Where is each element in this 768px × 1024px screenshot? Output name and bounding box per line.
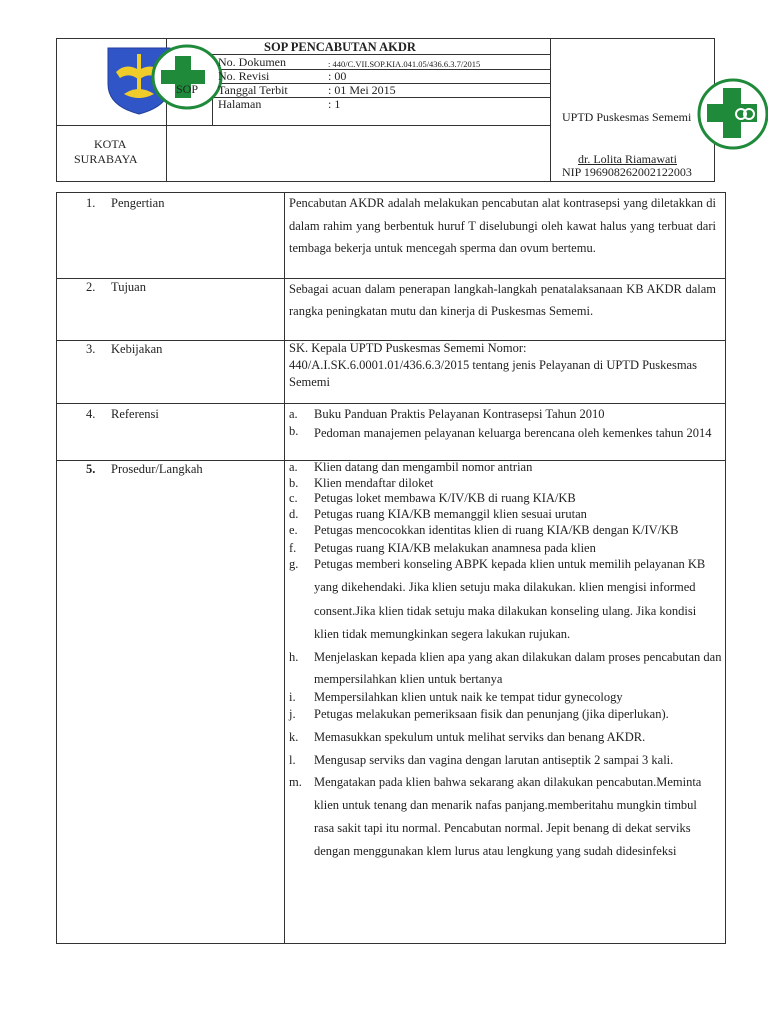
list-item: e. Petugas mencocokkan identitas klien di ruang KIA/KB dengan K/IV/KB xyxy=(289,523,679,537)
city-line-2: SURABAYA xyxy=(74,152,138,166)
section-5-title: Prosedur/Langkah xyxy=(111,462,203,476)
list-item: d. Petugas ruang KIA/KB memanggil klien sesuai urutan xyxy=(289,506,587,521)
section-2-title: Tujuan xyxy=(111,280,146,294)
list-item: k. Memasukkan spekulum untuk melihat serviks dan benang AKDR. xyxy=(289,730,646,744)
city-line-1: KOTA xyxy=(94,137,127,151)
section-1-title: Pengertian xyxy=(111,196,165,210)
field-label-halaman: Halaman xyxy=(218,97,262,111)
list-item: b. Pedoman manajemen pelayanan keluarga berencana oleh kemenkes tahun 2014 xyxy=(289,424,712,440)
list-item: h. Menjelaskan kepada klien apa yang akan dilakukan dalam proses pencabutan dan mempersilahkan klien untuk bertanya xyxy=(289,649,722,686)
page-title: SOP PENCABUTAN AKDR xyxy=(264,40,416,54)
unit-name: UPTD Puskesmas Sememi xyxy=(562,110,692,124)
section-4-title: Referensi xyxy=(111,407,159,421)
section-5-list xyxy=(289,460,722,863)
list-item: b. Klien mendaftar diloket xyxy=(289,475,434,490)
field-label-no-dokumen: No. Dokumen xyxy=(218,55,286,69)
section-4-list xyxy=(289,406,716,444)
field-value-tanggal-terbit: : 01 Mei 2015 xyxy=(328,83,396,97)
list-item: a. Klien datang dan mengambil nomor antrian xyxy=(289,460,533,474)
field-label-tanggal-terbit: Tanggal Terbit xyxy=(218,83,288,97)
list-item: j. Petugas melakukan pemeriksaan fisik dan penunjang (jika diperlukan). xyxy=(289,707,669,721)
field-label-no-revisi: No. Revisi xyxy=(218,69,270,83)
list-item: g. Petugas memberi konseling ABPK kepada klien untuk memilih pelayanan KB yang dikehendaki. Jika klien setuju maka dilakukan. klien mengisi informed consent.Jika klien tidak setuju maka dilakukan konseling ulang. Jika kondisi klien tidak memungkinkan segera lakukan rujukan. xyxy=(289,556,706,641)
field-value-no-dokumen: : 440/C.VII.SOP.KIA.041.05/436.6.3.7/2015 xyxy=(328,59,481,69)
section-1-text: Pencabutan AKDR adalah melakukan pencabutan alat kontrasepsi yang diletakkan di dalam rahim yang berbentuk huruf T diselubungi oleh kawat halus yang terbuat dari tembaga bekerja untuk mencegah sperma dan ovum bertemu. xyxy=(289,196,716,255)
sop-label: SOP xyxy=(176,82,199,96)
section-2-number: 2. xyxy=(86,280,96,294)
list-item: m. Mengatakan pada klien bahwa sekarang akan dilakukan pencabutan.Meminta klien untuk tenang dan menarik nafas panjang.memberitahu mungkin timbul rasa sakit tapi itu normal. Pencabutan normal. Jepit benang di dekat serviks dengan menggunakan klem lurus atau lengkung yang sudah didesinfeksi xyxy=(289,775,702,858)
puskesmas-logo-icon xyxy=(151,44,223,110)
section-3-number: 3. xyxy=(86,342,96,356)
field-value-halaman: : 1 xyxy=(328,97,341,111)
list-item: a. Buku Panduan Praktis Pelayanan Kontrasepsi Tahun 2010 xyxy=(289,407,605,421)
signer-name: dr. Lolita Riamawati xyxy=(578,152,677,166)
section-3-title: Kebijakan xyxy=(111,342,163,356)
list-item: f. Petugas ruang KIA/KB melakukan anamnesa pada klien xyxy=(289,541,596,555)
section-1-number: 1. xyxy=(86,196,96,210)
list-item: l. Mengusap serviks dan vagina dengan larutan antiseptik 2 sampai 3 kali. xyxy=(289,753,674,767)
signer-nip: NIP 196908262002122003 xyxy=(562,165,692,179)
section-4-number: 4. xyxy=(86,407,96,421)
section-5-number: 5. xyxy=(86,462,96,476)
field-value-no-revisi: : 00 xyxy=(328,69,347,83)
list-item: c. Petugas loket membawa K/IV/KB di ruang KIA/KB xyxy=(289,491,576,505)
section-2-text: Sebagai acuan dalam penerapan langkah-langkah penatalaksanaan KB AKDR dalam rangka peningkatan mutu dan kinerja di Puskesmas Sememi. xyxy=(289,282,716,318)
puskesmas-logo-large-icon xyxy=(697,78,768,150)
section-3-text: SK. Kepala UPTD Puskesmas Sememi Nomor: 440/A.I.SK.6.0001.01/436.6.3/2015 tentang jenis Pelayanan di UPTD Puskesmas Sememi xyxy=(289,341,697,389)
list-item: i. Mempersilahkan klien untuk naik ke tempat tidur gynecology xyxy=(289,689,623,704)
